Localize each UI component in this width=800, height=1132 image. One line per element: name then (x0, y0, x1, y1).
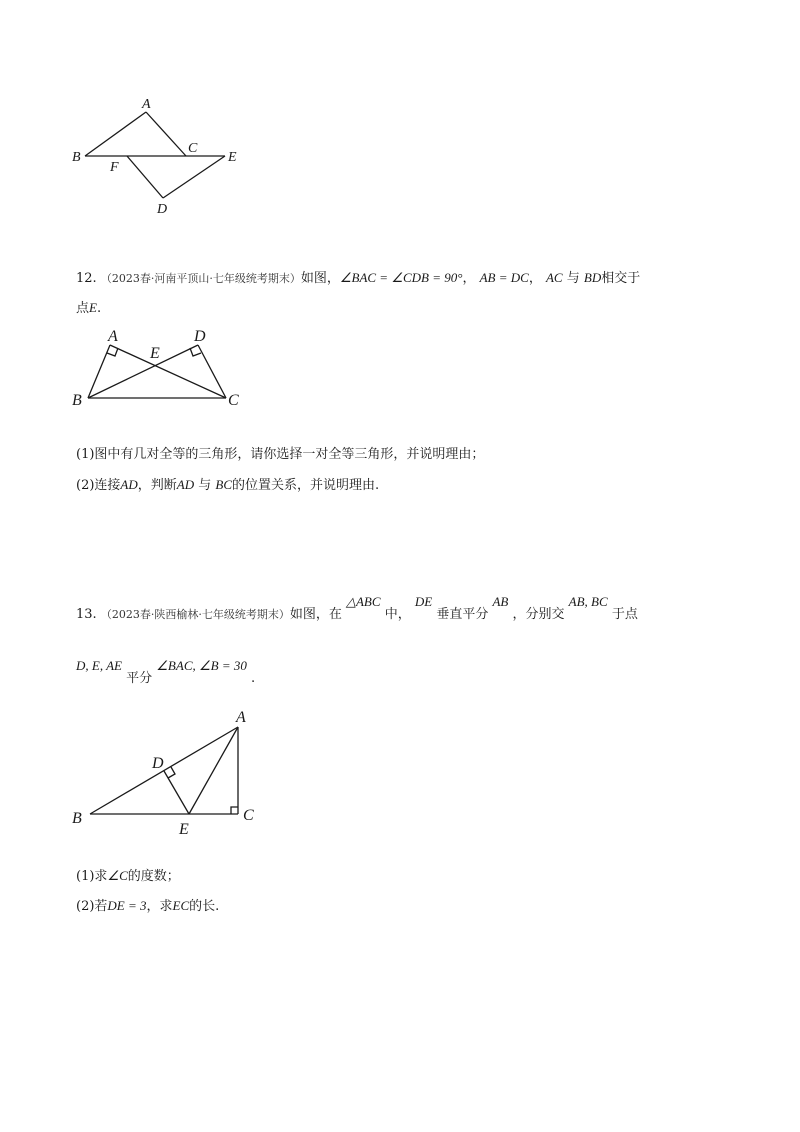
q12-stem-line-2: 点E. (76, 300, 102, 316)
label-f: F (110, 160, 119, 175)
label-d: D (157, 202, 168, 217)
q13-math-angle-bac: ∠BAC, ∠B = 30 (156, 658, 247, 673)
q13-math-de: DE (414, 594, 433, 609)
right-angle-mark-c (231, 807, 238, 814)
q13-subquestion-2: (2)若DE = 3，求EC的长. (76, 898, 220, 914)
label-e: E (228, 150, 237, 165)
q13-subquestion-1: (1)求∠C的度数； (76, 868, 180, 884)
label-c: C (243, 807, 254, 824)
label-a: A (142, 97, 151, 112)
q13-number: 13. (76, 607, 97, 622)
q12-math-ac: AC (545, 270, 563, 285)
label-b: B (72, 392, 82, 409)
q13-math-ab-bc: AB, BC (568, 594, 608, 609)
q13-stem-line-1: 13. （2023春·陕西榆林·七年级统考期末）如图，在 △ABC 中， DE 垂直平分 AB ，分别交 AB, BC 于点 (76, 594, 638, 622)
label-e: E (179, 821, 189, 838)
q13-math-ab: AB (492, 594, 509, 609)
q12-number: 12. (76, 271, 97, 286)
label-b: B (72, 150, 81, 165)
right-angle-mark-d (168, 767, 175, 778)
q12-stem-line-1: 12. （2023春·河南平顶山·七年级统考期末）如图，∠BAC = ∠CDB = 90°， AB = DC， AC 与 BD相交于 (76, 270, 641, 286)
label-c: C (188, 141, 198, 156)
label-e: E (150, 345, 160, 362)
q13-math-points: D, E, AE (76, 658, 122, 673)
q12-subquestion-1: (1)图中有几对全等的三角形，请你选择一对全等三角形，并说明理由； (76, 447, 485, 462)
q12-math-angles: ∠BAC = ∠CDB = 90° (339, 270, 463, 285)
label-d: D (152, 755, 164, 772)
q12-subquestion-2: (2)连接AD，判断AD 与 BC的位置关系，并说明理由. (76, 477, 380, 493)
q12-source: （2023春·河南平顶山·七年级统考期末） (100, 272, 301, 285)
segment-ae (189, 727, 238, 814)
label-b: B (72, 810, 82, 827)
label-c: C (228, 392, 239, 409)
label-a: A (236, 709, 246, 726)
q13-math-triangle: △ABC (345, 594, 381, 609)
q12-math-e: E (89, 300, 97, 315)
segment-ab (90, 727, 238, 814)
label-a: A (108, 328, 118, 345)
q12-math-ab-dc: AB = DC (479, 270, 529, 285)
q13-stem-line-2: D, E, AE 平分 ∠BAC, ∠B = 30 . (76, 658, 256, 686)
label-d: D (194, 328, 206, 345)
q13-source: （2023春·陕西榆林·七年级统考期末） (100, 608, 290, 621)
q12-math-bd: BD (583, 270, 602, 285)
